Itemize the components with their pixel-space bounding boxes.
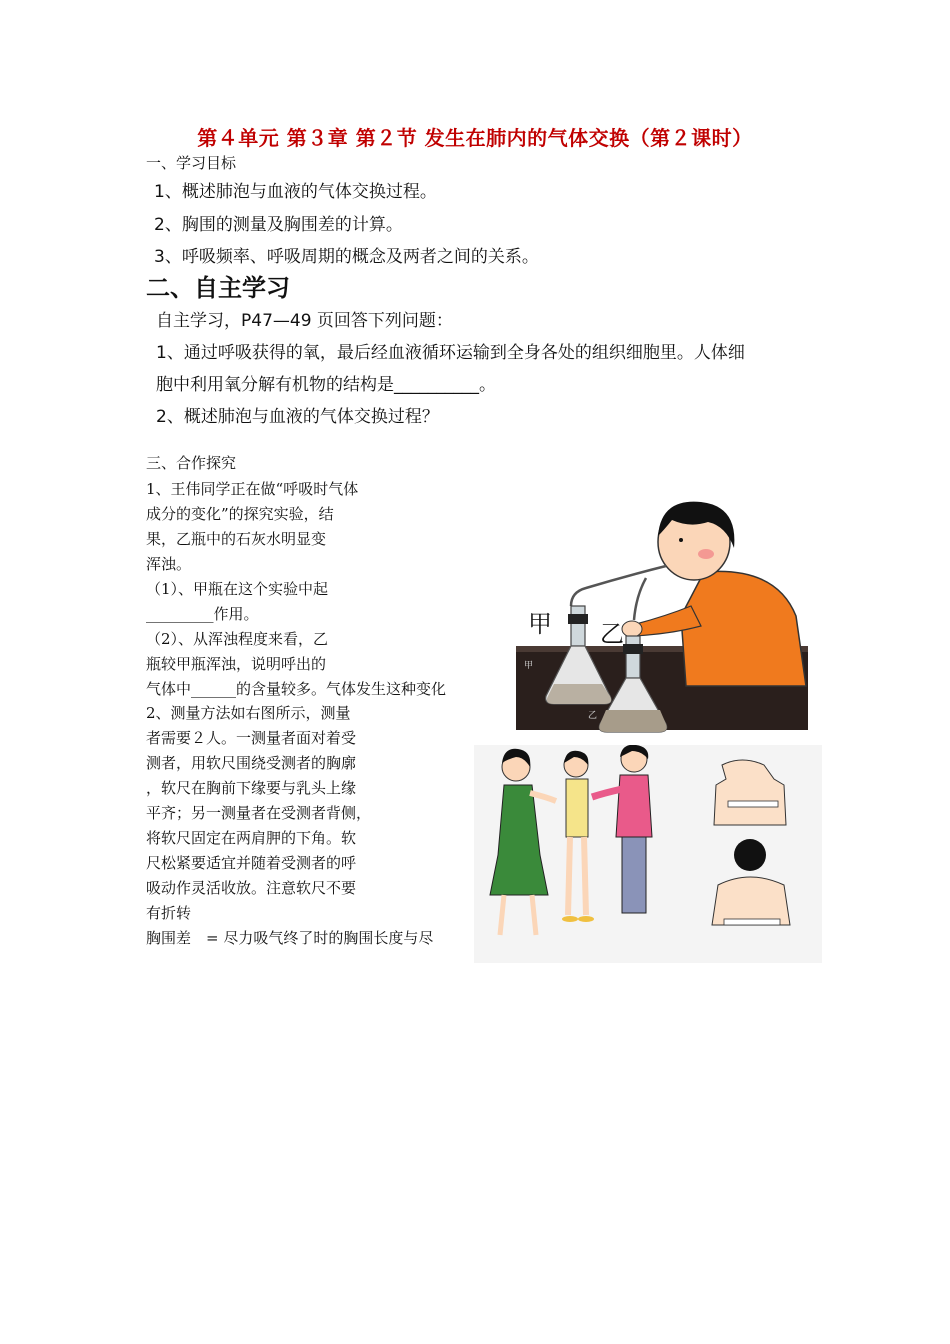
section3-heading: 三、合作探究 — [146, 454, 237, 472]
text-line: 果，乙瓶中的石灰水明显变 — [146, 530, 327, 548]
text-line: 气体中______的含量较多。气体发生这种变化 — [146, 680, 447, 698]
objective-item: 2、胸围的测量及胸围差的计算。 — [154, 215, 403, 235]
text-line: 将软尺固定在两肩胛的下角。软 — [146, 829, 357, 847]
label-yi: 乙 — [600, 620, 624, 648]
breathing-tube — [571, 566, 666, 606]
text-line: （1）、甲瓶在这个实验中起 — [146, 580, 329, 598]
text-line: 胸围差 = 尽力吸气终了时的胸围长度与尽 — [146, 929, 434, 947]
question-1-line2: 胞中利用氧分解有机物的结构是__________。 — [156, 375, 496, 395]
text-line: _________作用。 — [146, 605, 259, 623]
page-title: 第４单元 第３章 第２节 发生在肺内的气体交换（第２课时） — [197, 126, 753, 150]
section2-heading: 二、自主学习 — [146, 274, 290, 302]
text-line: 瓶较甲瓶浑浊，说明呼出的 — [146, 655, 327, 673]
text-line: 1、王伟同学正在做“呼吸时气体 — [146, 480, 359, 498]
subject — [566, 779, 588, 837]
text-line: 成分的变化”的探究实验，结 — [146, 505, 334, 523]
text-line: 测者，用软尺围绕受测者的胸廓 — [146, 754, 357, 772]
measurer-back — [616, 775, 652, 837]
boy-shirt — [681, 571, 806, 686]
text-line: （2）、从浑浊程度来看，乙 — [146, 630, 329, 648]
text-line: 浑浊。 — [146, 555, 192, 573]
chest-measurement-figure — [474, 745, 822, 963]
small-label-jia: 甲 — [524, 661, 534, 671]
text-line: 尺松紧要适宜并随着受测者的呼 — [146, 854, 357, 872]
text-line: ，软尺在胸前下缘要与乳头上缘 — [146, 779, 357, 797]
objective-item: 1、概述肺泡与血液的气体交换过程。 — [154, 182, 437, 202]
back-torso-inset — [712, 877, 790, 925]
text-line: 吸动作灵活收放。注意软尺不要 — [146, 879, 357, 897]
text-line: 2、测量方法如右图所示，测量 — [146, 704, 351, 722]
breathing-experiment-figure — [476, 496, 812, 742]
question-1-line1: 1、通过呼吸获得的氧，最后经血液循环运输到全身各处的组织细胞里。人体细 — [156, 343, 745, 363]
small-label-yi: 乙 — [588, 711, 598, 721]
question-2: 2、概述肺泡与血液的气体交换过程？ — [156, 407, 439, 427]
text-line: 者需要２人。一测量者面对着受 — [146, 729, 357, 747]
objective-item: 3、呼吸频率、呼吸周期的概念及两者之间的关系。 — [154, 247, 539, 267]
text-line: 平齐；另一测量者在受测者背侧， — [146, 804, 372, 822]
text-line: 有折转 — [146, 904, 192, 922]
section1-heading: 一、学习目标 — [146, 154, 237, 172]
label-jia: 甲 — [528, 610, 552, 638]
self-study-intro: 自主学习，P47—49 页回答下列问题： — [156, 311, 453, 331]
